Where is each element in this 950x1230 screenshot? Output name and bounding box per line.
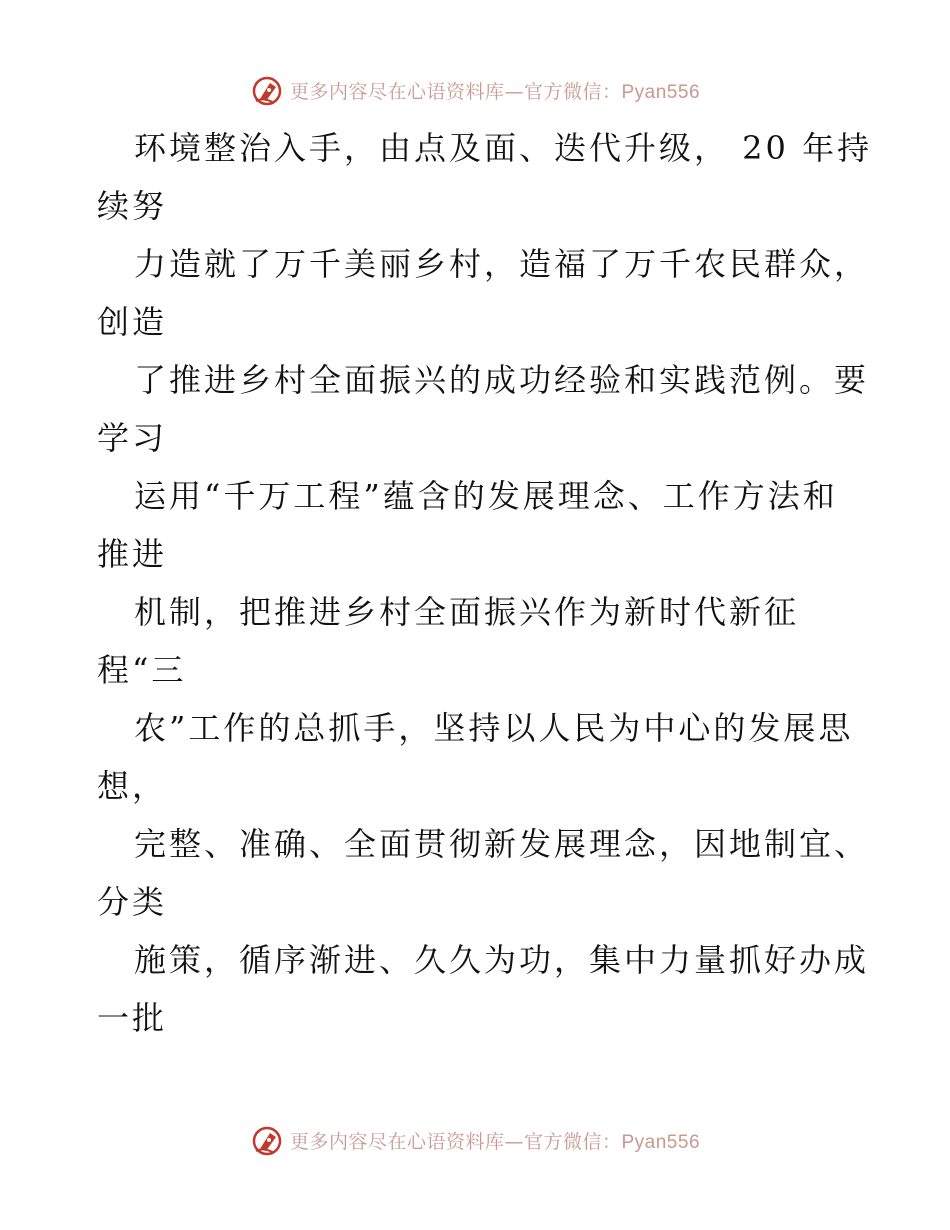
body-line-8: 推进 [97,535,168,573]
body-line-12: 想， [97,767,168,805]
footer-banner-main: 更多内容尽在心语资料库—官方微信： [289,1130,622,1153]
body-line-6: 学习 [97,419,168,457]
header-banner-text [290,77,700,104]
body-line-1: 环境整治入手，由点及面、迭代升级， 20 年持 [134,129,873,167]
body-line-2: 续努 [97,187,168,225]
body-line-16: 一批 [97,999,168,1037]
footer-banner [0,1120,950,1160]
header-banner [0,70,950,110]
header-banner-main: 更多内容尽在心语资料库—官方微信： [289,80,622,103]
body-line-5: 了推进乡村全面振兴的成功经验和实践范例。要 [134,361,870,399]
body-line-11: 农”工作的总抓手，坚持以人民为中心的发展思 [134,709,854,747]
body-line-3: 力造就了万千美丽乡村，造福了万千农民群众， [134,245,870,283]
body-line-4: 创造 [97,303,168,341]
body-line-14: 分类 [97,883,168,921]
header-wechat-id: Pyan556 [621,81,701,103]
pen-nib-logo-icon [250,1123,284,1157]
body-line-9: 机制，把推进乡村全面振兴作为新时代新征 [134,593,800,631]
body-line-7: 运用“千万工程”蕴含的发展理念、工作方法和 [134,477,838,515]
body-line-13: 完整、准确、全面贯彻新发展理念，因地制宜、 [134,825,870,863]
body-line-15: 施策，循序渐进、久久为功，集中力量抓好办成 [134,941,870,979]
footer-banner-text [290,1127,700,1154]
footer-wechat-id: Pyan556 [621,1131,701,1153]
pen-nib-logo-icon [250,73,284,107]
body-line-10: 程“三 [97,651,187,689]
